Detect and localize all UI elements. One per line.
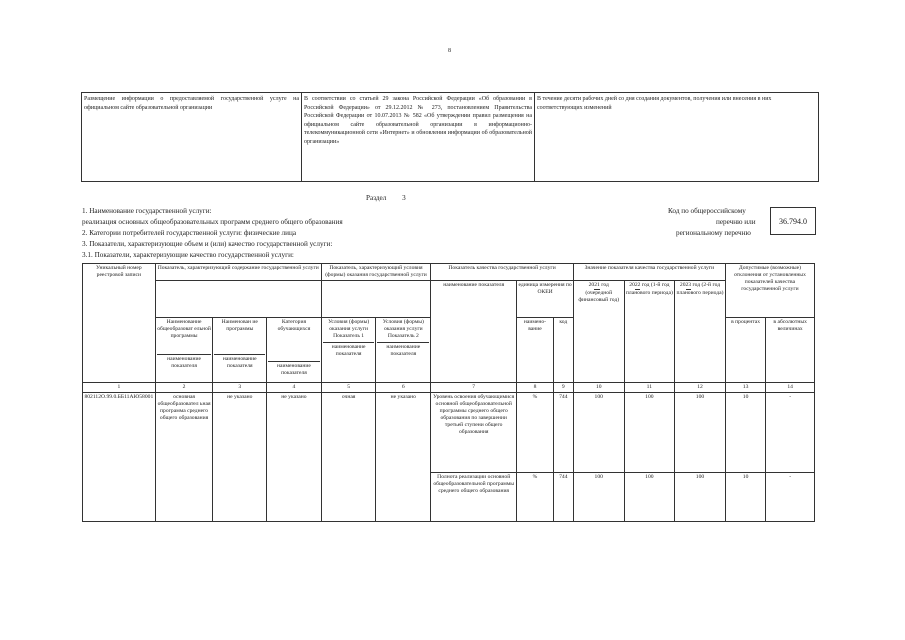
item-1-value: реализация основных общеобразовательных программ среднего общего образования — [82, 218, 343, 226]
cell-value-year-1: 100 — [573, 393, 624, 473]
table-row — [83, 393, 815, 473]
quality-table — [82, 263, 815, 522]
item-1-label: 1. Наименование государственной услуги: — [82, 207, 212, 215]
info-cell-service: Размещение информации о предоставляемой государственной услуге на официальном сайте образовательной организации — [82, 93, 302, 182]
column-number: 5 — [321, 383, 376, 393]
header-year-1: 2021 год (очередной финансовый год) — [573, 281, 624, 383]
column-number: 8 — [517, 383, 553, 393]
cell-deviation-absolute: - — [766, 393, 815, 473]
column-number: 2 — [155, 383, 213, 393]
cell-unit: % — [517, 393, 553, 473]
header-deviation: Допустимые (возможные) отклонения от установленных показателей качества государственной услуги — [725, 264, 814, 318]
cell-deviation-percent: 10 — [725, 472, 766, 521]
column-number: 4 — [267, 383, 322, 393]
header-col-program-name: Наименован ие программы наименование показателя — [213, 318, 267, 383]
cell-value-year-3: 100 — [675, 393, 726, 473]
code-label-2: перечню или — [716, 218, 756, 226]
item-2: 2. Категории потребителей государственной услуги: физические лица — [82, 229, 297, 237]
column-numbers-row — [83, 383, 815, 393]
header-conditions: Показатель, характеризующий условия (формы) оказания государственной услуги — [321, 264, 430, 281]
header-values: Значение показателя качества государственной услуги — [573, 264, 725, 281]
cell-unit-code: 744 — [553, 472, 573, 521]
header-unit: единица измерения по ОКЕИ — [517, 281, 574, 318]
header-indicator-name: наименование показателя — [431, 281, 517, 383]
page-number: 8 — [448, 48, 451, 54]
cell-value-year-2: 100 — [624, 472, 675, 521]
column-number: 1 — [83, 383, 156, 393]
cell-deviation-percent: 10 — [725, 393, 766, 473]
header-year-2: 2022 год (1-й год планового периода) — [624, 281, 675, 383]
code-label-1: Код по общероссийскому — [668, 207, 746, 215]
header-conditions-spacer — [321, 281, 430, 318]
header-unique-number: Уникальный номер реестровой записи — [83, 264, 156, 383]
cell-unit: % — [517, 472, 553, 521]
cell-program-name: не указано — [213, 393, 267, 522]
cell-condition-1: очная — [321, 393, 376, 522]
header-col-condition-2: Условия (формы) оказания услуги Показатель 2 наименование показателя — [376, 318, 431, 383]
cell-value-year-2: 100 — [624, 393, 675, 473]
item-3-1: 3.1. Показатели, характеризующие качество государственной услуги: — [82, 251, 294, 259]
header-unit-name: наимено-вание — [517, 318, 553, 383]
cell-condition-2: не указано — [376, 393, 431, 522]
header-col-category: Категория обучающихся наименование показателя — [267, 318, 322, 383]
cell-value-year-1: 100 — [573, 472, 624, 521]
header-col-condition-1: Условия (формы) оказания услуги Показатель 1 наименование показателя — [321, 318, 376, 383]
header-percent: в процентах — [725, 318, 766, 383]
header-year-3: 2023 год (2-й год планового периода) — [675, 281, 726, 383]
info-cell-legal-basis: В соответствии со статьей 29 закона Российской Федерации «Об образовании в Российской Федерации» от 29.12.2012 № 273, постановлением Правительства Российской Федерации от 10.07.2013 № 582 «Об утверждении правил размещения на официальном сайте образовательной организации в информационно-телекоммуникационной сети «Интернет» и обновления информации об образовательной организации» — [302, 93, 535, 182]
cell-unit-code: 744 — [553, 393, 573, 473]
column-number: 13 — [725, 383, 766, 393]
cell-program-type: основная общеобразовател ьная программа среднего общего образования — [155, 393, 213, 522]
cell-deviation-absolute: - — [766, 472, 815, 521]
column-number: 9 — [553, 383, 573, 393]
cell-indicator-name: Полнота реализации основной общеобразовательной программы среднего общего образования — [431, 472, 517, 521]
cell-value-year-3: 100 — [675, 472, 726, 521]
column-number: 12 — [675, 383, 726, 393]
cell-indicator-name: Уровень освоения обучающимися основной общеобразовательной программы среднего общего образования по завершении третьей ступени общего образования — [431, 393, 517, 473]
header-content-spacer — [155, 281, 321, 318]
column-number: 6 — [376, 383, 431, 393]
column-number: 7 — [431, 383, 517, 393]
header-unit-code: код — [553, 318, 573, 383]
section-title: Раздел 3 — [366, 194, 406, 202]
cell-category: не указано — [267, 393, 322, 522]
column-number: 11 — [624, 383, 675, 393]
header-absolute: в абсолютных величинах — [766, 318, 815, 383]
code-label-3: региональному перечню — [676, 229, 751, 237]
item-3: 3. Показатели, характеризующие объем и (или) качество государственной услуги: — [82, 240, 333, 248]
column-number: 3 — [213, 383, 267, 393]
info-cell-deadline: В течение десяти рабочих дней со дня создания документов, получения или внесения в них соответствующих изменений — [535, 93, 819, 182]
header-col-program-type: Наименование общеобразоват ельной программы наименование показателя — [155, 318, 213, 383]
column-number: 14 — [766, 383, 815, 393]
column-number: 10 — [573, 383, 624, 393]
header-content: Показатель, характеризующий содержание государственной услуги — [155, 264, 321, 281]
cell-registry-id: 802112О.99.0.ББ11АЮ58001 — [83, 393, 156, 522]
info-table — [81, 92, 819, 182]
header-quality: Показатель качества государственной услуги — [431, 264, 574, 281]
code-box: 36.794.0 — [770, 207, 816, 235]
